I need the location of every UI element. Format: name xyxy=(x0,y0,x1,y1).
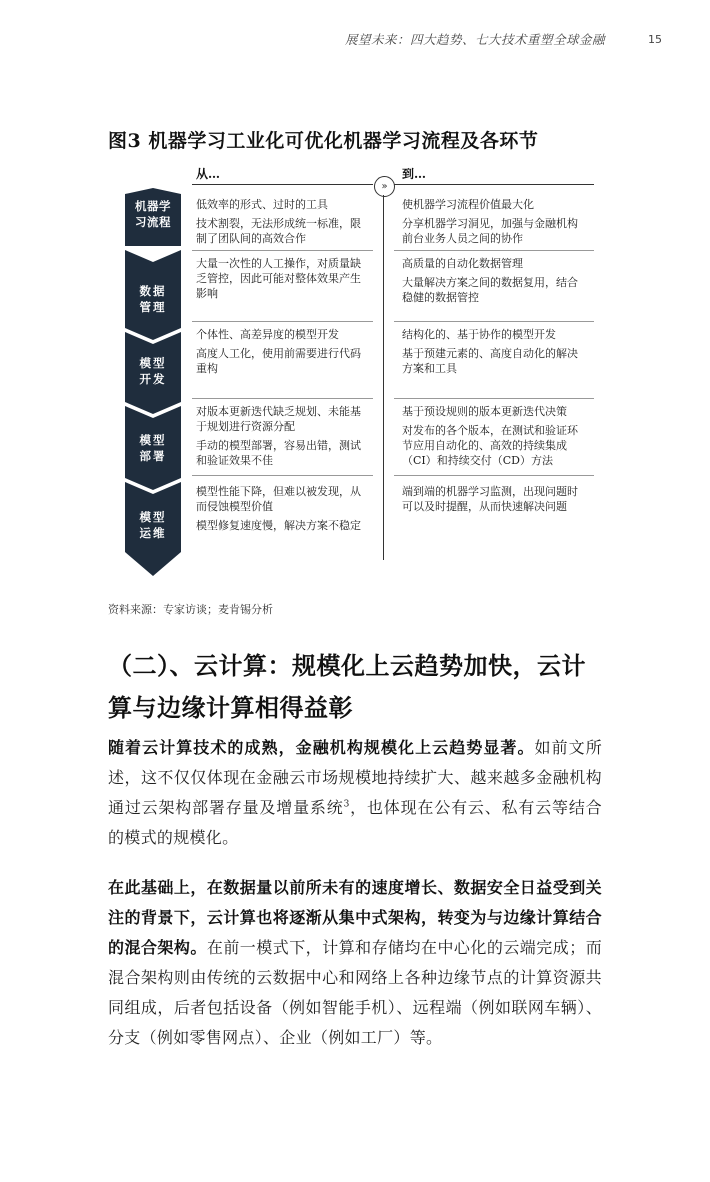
paragraph-1-lead: 随着云计算技术的成熟，金融机构规模化上云趋势显著。 xyxy=(108,738,535,757)
section-heading: （二）、云计算：规模化上云趋势加快，云计算与边缘计算相得益彰 xyxy=(108,651,586,722)
column-head-from: 从… xyxy=(196,167,221,181)
row-divider xyxy=(192,250,373,251)
stage-label-dev: 模型 开发 xyxy=(139,356,167,386)
row-divider xyxy=(394,321,594,322)
column-head-to: 到… xyxy=(402,167,427,181)
from-cell-deploy: 对版本更新迭代缺乏规划、未能基于规划进行资源分配 手动的模型部署，容易出错，测试和验证效果不佳 xyxy=(196,405,361,467)
header-rule-right xyxy=(394,184,594,185)
from-cell-pipeline: 低效率的形式、过时的工具 技术割裂，无法形成统一标准，限制了团队间的高效合作 xyxy=(196,198,361,245)
paragraph-1-text: 如前文所述，这不仅仅体现在金融云市场规模地持续扩大、越来越多金融机构通过云架构部署存量及增量系统 xyxy=(108,738,602,817)
page-number: 15 xyxy=(648,33,662,46)
from-cell-ops: 模型性能下降，但难以被发现，从而侵蚀模型价值 模型修复速度慢，解决方案不稳定 xyxy=(196,485,361,532)
body-paragraph-1 xyxy=(108,733,602,853)
row-divider xyxy=(192,398,373,399)
paragraph-2-lead: 在此基础上，在数据量以前所未有的速度增长、数据安全日益受到关注的背景下，云计算也将逐渐从集中式架构，转变为与边缘计算结合的混合架构。 xyxy=(108,878,602,957)
row-divider xyxy=(394,475,594,476)
from-cell-data: 大量一次性的人工操作，对质量缺乏管控，因此可能对整体效果产生影响 xyxy=(196,257,361,300)
body-paragraph-2 xyxy=(108,873,602,1053)
paragraph-1-tail: ，也体现在公有云、私有云等结合的模式的规模化。 xyxy=(108,798,602,847)
footnote-ref: 3 xyxy=(343,799,350,810)
row-divider xyxy=(394,250,594,251)
stage-label-deploy: 模型 部署 xyxy=(139,433,167,463)
row-divider xyxy=(394,398,594,399)
to-cell-dev: 结构化的、基于协作的模型开发 基于预建元素的、高度自动化的解决方案和工具 xyxy=(402,328,578,375)
row-divider xyxy=(192,321,373,322)
stage-label-ops: 模型 运维 xyxy=(139,510,167,540)
to-cell-pipeline: 使机器学习流程价值最大化 分享机器学习洞见，加强与金融机构前台业务人员之间的协作 xyxy=(402,198,578,245)
from-cell-dev: 个体性、高差异度的模型开发 高度人工化，使用前需要进行代码重构 xyxy=(196,328,361,375)
paragraph-2-text: 在前一模式下，计算和存储均在中心化的云端完成；而混合架构则由传统的云数据中心和网络上各种边缘节点的计算资源共同组成，后者包括设备（例如智能手机）、远程端（例如联网车辆）、分支（例如零售网点）、企业（例如工厂）等。 xyxy=(108,938,602,1047)
figure-title: 图3 机器学习工业化可优化机器学习流程及各环节 xyxy=(108,130,539,152)
column-divider xyxy=(383,195,384,560)
header-rule-left xyxy=(192,184,373,185)
to-cell-data: 高质量的自动化数据管理 大量解决方案之间的数据复用，结合稳健的数据管控 xyxy=(402,257,578,304)
to-cell-deploy: 基于预设规则的版本更新迭代决策 对发布的各个版本，在测试和验证环节应用自动化的、高效的持续集成（CI）和持续交付（CD）方法 xyxy=(402,405,578,467)
stage-label-pipeline: 机器学 习流程 xyxy=(135,199,171,229)
figure-source-note: 资料来源：专家访谈；麦肯锡分析 xyxy=(108,603,273,616)
running-title: 展望未来：四大趋势、七大技术重塑全球金融 xyxy=(344,32,605,47)
chevron-right-icon: » xyxy=(374,176,395,197)
row-divider xyxy=(192,475,373,476)
stage-label-data: 数据 管理 xyxy=(139,284,167,314)
to-cell-ops: 端到端的机器学习监测，出现问题时可以及时提醒，从而快速解决问题 xyxy=(402,485,578,513)
